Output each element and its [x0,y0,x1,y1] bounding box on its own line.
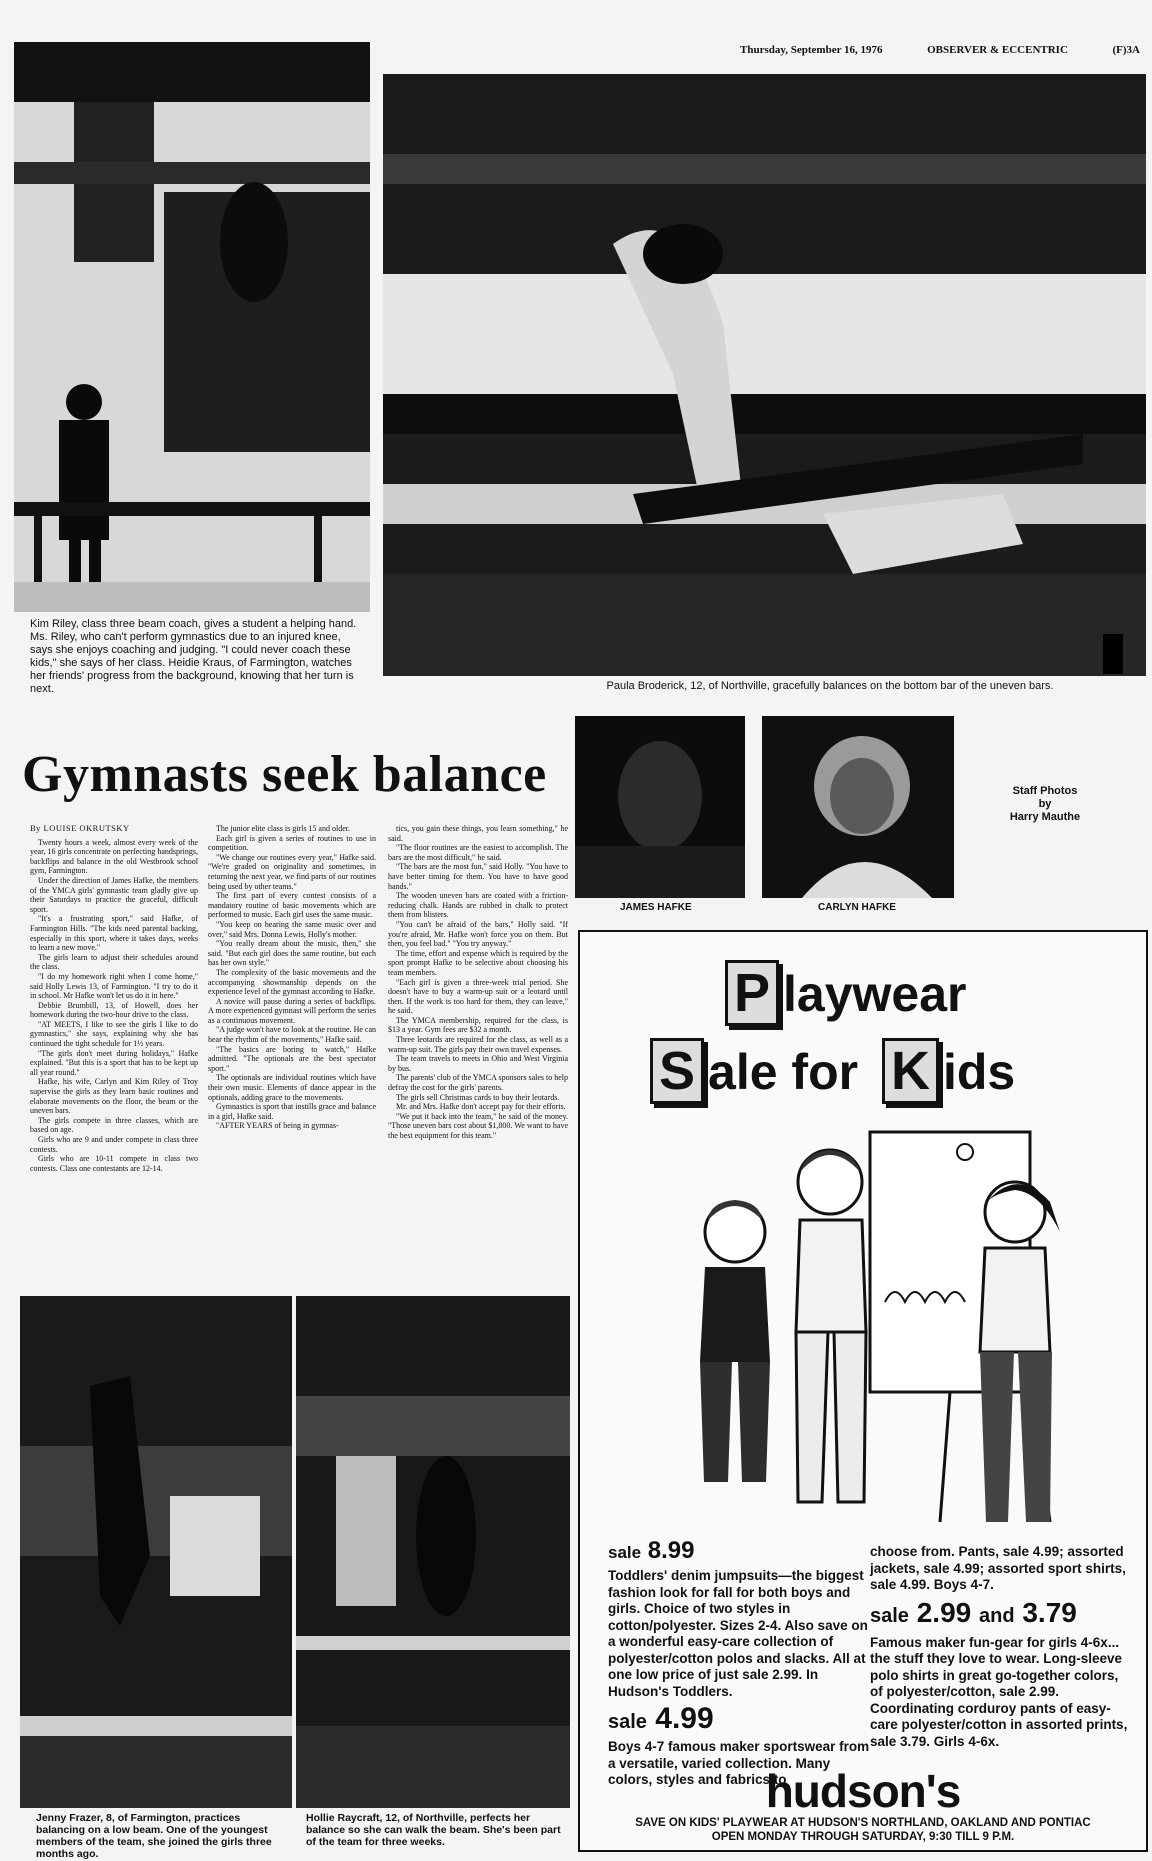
article-paragraph: "You can't be afraid of the bars," Holly said. "If you're afraid, Mr. Hafke won't force you on them. But then, you feel bad." "You try anyway." [388,919,568,949]
price-2-99: 2.99 [916,1596,972,1628]
article-paragraph: Each girl is given a series of routines to use in competition. [208,833,376,853]
ad-letter-k: K [882,1038,939,1104]
masthead-date: Thursday, September 16, 1976 [740,44,883,56]
article-paragraph: The first part of every contest consists of a mandatory routine of basic movements which are performed to music. Each girl uses the same music. [208,891,376,920]
ad-letter-s: S [650,1038,704,1104]
price-3-79: 3.79 [1022,1596,1077,1628]
credit-line-2: by [1038,798,1052,810]
article-paragraph: Under the direction of James Hafke, the members of the YMCA girls' gymnastic team gladly give up their Saturdays to practice the graceful, difficult sport. [30,875,198,914]
article-paragraph: tics, you gain these things, you learn something," he said. [388,824,568,843]
photo-james-hafke [575,716,745,898]
article-paragraph: "Each girl is given a three-week trial period. She doesn't have to buy a warm-up suit or a leotard until then. If the work is too hard for them, they can leave," he said. [388,977,568,1016]
article-paragraph: "The basics are boring to watch," Hafke admitted. "The optionals are the best spectator sport." [208,1044,376,1073]
article-paragraph: The girls sell Christmas cards to buy their leotards. [396,1092,560,1102]
sale-label: sale [608,1711,647,1733]
headline: Gymnasts seek balance [22,746,547,803]
caption-carlyn-hafke: CARLYN HAFKE [818,902,896,913]
article-paragraph: The girls learn to adjust their schedules around the class. [30,952,198,972]
sale-8-99 [608,1536,878,1568]
byline: By LOUISE OKRUTSKY [30,824,130,833]
ad-kids-illustration [640,1102,1100,1542]
sale-2-99-3-79 [870,1596,1132,1633]
article-paragraph: "The bars are the most fun," said Holly. "You have to have better timing for them. You have to have good hands." [388,862,568,891]
article-paragraph: Three leotards are required for the class, as well as a warm-up suit. The girls pay their own travel expenses. [388,1035,568,1054]
photo-beam-coach [14,42,370,612]
ad-title-playwear: laywear [783,966,967,1022]
article-paragraph: The time, effort and expense which is required by the sport prompt Hafke to be selective about choosing his team members. [388,948,568,977]
masthead-paper: OBSERVER & ECCENTRIC [927,44,1068,56]
hudsons-ad [578,930,1148,1852]
masthead-page: (F)3A [1112,44,1140,56]
ad-text-boys: Boys 4-7 famous maker sportswear from a versatile, varied collection. Many colors, styles and fabrics to [608,1739,870,1787]
caption-beam-coach: Kim Riley, class three beam coach, gives a student a helping hand. Ms. Riley, who can't perform gymnastics due to an injured knee, says she enjoys coaching and judging. "I could never coach these kids," she says of her class. Heidie Kraus, of Farmington, watches her friends' progress from the background, knowing that her turn is next. [30,618,357,695]
article-paragraph: Mr. and Mrs. Hafke don't accept pay for their efforts. [396,1102,566,1112]
caption-low-beam: Jenny Frazer, 8, of Farmington, practices balancing on a low beam. One of the youngest members of the team, she joined the girls three months ago. [36,1812,272,1860]
price-and: and [979,1604,1015,1627]
masthead [740,44,1140,60]
ad-footer-line-1: SAVE ON KIDS' PLAYWEAR AT HUDSON'S NORTHLAND, OAKLAND AND PONTIAC [635,1817,1091,1829]
article-paragraph: "I do my homework right when I come home," said Holly Lewis 13, of Farmington. "I try to do it in school. Mr Hafke won't let us do it in here." [30,971,198,1001]
hudsons-logo: hudson's [765,1765,961,1817]
staff-photo-credit [980,785,1110,824]
credit-line-1: Staff Photos [1012,785,1078,797]
article-paragraph: Twenty hours a week, almost every week of the year, 16 girls concentrate on perfecting handsprings, backflips and balance in the old Westbrook school gym, Farmington. [30,837,198,876]
ad-title-ids: ids [943,1044,1016,1100]
photo-uneven-bars [383,74,1146,676]
ad-text-toddlers: Toddlers' denim jumpsuits—the biggest fashion look for fall for both boys and girls. Choice of two styles in cotton/polyester. Sizes 2-4. Also save on a wonderful easy-care collection of polyester/cotton polos and slacks. All at one low price of just sale 2.99. In Hudson's Toddlers. [608,1568,868,1699]
article-paragraph: Girls who are 9 and under compete in class three contests. [30,1135,198,1154]
photo-beam-walk [296,1296,570,1808]
article-paragraph: A novice will pause during a series of backflips. A more experienced gymnast will perform the series as a continuous movement. [208,996,376,1025]
article-paragraph: "You really dream about the music, then," she said. "But each girl does the same routine, but each has her own style." [208,939,376,968]
caption-james-hafke: JAMES HAFKE [620,902,692,913]
article-column-3 [388,824,568,1294]
credit-line-3: Harry Mauthe [1009,811,1081,823]
price-8-99: 8.99 [647,1537,695,1564]
ad-title-sale-for: ale for [708,1044,859,1100]
ad-title-line-2 [650,1038,1015,1104]
ad-text-choose: choose from. Pants, sale 4.99; assorted jackets, sale 4.99; assorted sport shirts, sale 4.99. Boys 4-7. [870,1544,1126,1592]
sale-4-99 [608,1702,878,1739]
article-paragraph: Girls who are 10-11 compete in class two contests. Class one contestants are 12-14. [30,1154,198,1173]
article-column-2 [208,824,376,1294]
caption-uneven-bars: Paula Broderick, 12, of Northville, gracefully balances on the bottom bar of the uneven bars. [606,680,1054,692]
ad-footer [586,1816,1140,1844]
article-paragraph: The parents' club of the YMCA sponsors sales to help defray the cost for the girls' parents. [388,1073,568,1093]
article-paragraph: "It's a frustrating sport," said Hafke, of Farmington Hills. "The kids need parental backing, especially in this sport, where it takes days, weeks to learn a new move." [30,914,198,953]
sale-label: sale [870,1604,909,1627]
article-paragraph: "AFTER YEARS of being in gymnas- [216,1121,339,1131]
article-paragraph: "The floor routines are the easiest to accomplish. The bars are the most difficult," he said. [388,843,568,862]
caption-beam-walk: Hollie Raycraft, 12, of Northville, perfects her balance so she can walk the beam. She's been part of the team for three weeks. [306,1812,561,1848]
ad-letter-p: P [725,960,779,1026]
article-paragraph: Hafke, his wife, Carlyn and Kim Riley of Troy supervise the girls as they learn basic routines and elaborate movements on the floor, the beam or the uneven bars. [30,1077,198,1116]
article-paragraph: Gymnastics is sport that instills grace and balance in a girl, Hafke said. [208,1102,376,1121]
ad-left-column [608,1536,878,1789]
article-paragraph: The junior elite class is girls 15 and older. [216,824,350,833]
photo-carlyn-hafke [762,716,954,898]
article-paragraph: "A judge won't have to look at the routine. He can hear the rhythm of the movements," Hafke said. [208,1025,376,1045]
price-4-99: 4.99 [655,1702,714,1735]
ad-right-column [870,1544,1132,1750]
article-paragraph: "You keep on hearing the same music over and over," said Mrs. Donna Lewis, Holly's mother. [208,919,376,939]
article-paragraph: "We put it back into the team," he said of the money. "Those uneven bars cost about $1,800. We want to have the best equipment for this team." [388,1111,568,1140]
article-paragraph: The team travels to meets in Ohio and West Virginia by bus. [388,1054,568,1073]
article-paragraph: The wooden uneven bars are coated with a friction-reducing chalk. Hands are rubbed in chalk to protect them from blisters. [388,891,568,920]
article-paragraph: The complexity of the basic movements and the accompanying showmanship depends on the experience level of the gymnast according to Hafke. [208,967,376,997]
article-column-1 [30,824,198,1294]
ad-text-girls: Famous maker fun-gear for girls 4-6x... the stuff they love to wear. Long-sleeve polo shirts in great go-together colors, of polyester/cotton, sale 2.99. Coordinating corduroy pants of easy-care polyester/cotton in assorted prints, sale 3.79. Girls 4-6x. [870,1634,1128,1749]
ad-footer-line-2: OPEN MONDAY THROUGH SATURDAY, 9:30 TILL 9 P.M. [711,1831,1015,1843]
sale-label: sale [608,1543,642,1562]
article-paragraph: The YMCA membership, required for the class, is $13 a year. Gym fees are $32 a month. [388,1015,568,1035]
ad-title-line-1 [725,960,967,1026]
article-paragraph: "We change our routines every year," Hafke said. "We're graded on originality and sometimes, in returning the next year, we find parts of our routines being used by other teams." [208,852,376,891]
article-paragraph: The girls compete in three classes, which are based on age. [30,1115,198,1135]
article-paragraph: Debbie Brumbill, 13, of Howell, does her homework during the two-hour drive to the class. [30,1000,198,1020]
article-paragraph: "The girls don't meet during holidays," Hafke explained. "But this is a sport that has to be kept up all year round." [30,1048,198,1077]
photo-low-beam [20,1296,292,1808]
article-paragraph: The optionals are individual routines which have their own music. Elements of dance appear in the optionals, adding grace to the movements. [208,1073,376,1102]
article-paragraph: "AT MEETS, I like to see the girls I like to do gymnastics," she says, explaining why she has continued the tight schedule for 1½ years. [30,1019,198,1049]
